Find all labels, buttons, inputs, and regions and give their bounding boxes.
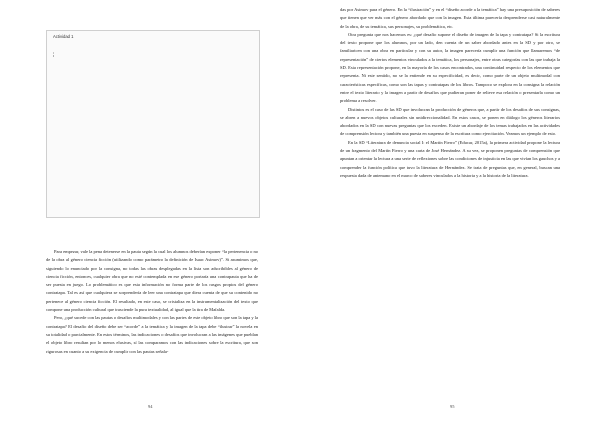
activity-list	[53, 51, 255, 54]
paragraph: Para empezar, vale la pena detenerse en la pauta según la cual los alumnos deberían exponer “la pertenencia o no de la obra al género ciencia ficción (utilizando como parámetro la definición de Isaac Asimov)”. Si asumimos que, siguiendo lo enunciado por la consigna, no todas las obras desplegadas en la lista son adscribibles al género de ciencia ficción, entonces, cualquier obra que no esté contemplada en ese género portaría una contrapauta que ha de ser puesta en juego. Lo problemático es que esta información no forma parte de los rasgos propios del género contratapa. Tal es así que cualquiera se sorprendería de leer una contratapa que diera cuenta de que su contenido no pertenece al género ciencia ficción. El resultado, en este caso, se cristaliza en la instrumentalización del texto que compone una producción cultural que trasciende la pura textualidad, al igual que la tira de Mafalda.	[46, 249, 258, 313]
paragraph-continued: das por Asimov para el género. En la “ilustración” y en el “diseño acorde a la temática” hay una presuposición de saberes que tienen que ver más con el género abordado que con la imagen. Esta última parecería desprenderse casi naturalmente de la obra, de su temática, sus personajes, su problemática, etc.	[340, 7, 560, 29]
paragraph: En la SD “Literatura de denuncia social I: el Martín Fierro” (Educar, 2015a), la primera actividad propone la lectura de un fragmento del Martín Fierro y una carta de José Hernández. A su vez, se proponen preguntas de comprensión que apuntan a orientar la lectura a una serie de reflexiones sobre las condiciones de injusticia en las que vivían los gauchos y a comprender la función política que tuvo la literatura de Hernández. Se trata de preguntas que, en general, buscan una respuesta dada de antemano en el marco de saberes vinculados a la historia y a la historia de la literatura.	[340, 139, 560, 178]
activity-title: Actividad 1	[53, 34, 74, 39]
left-body-text	[46, 248, 258, 356]
page-number: 94	[148, 404, 153, 409]
paragraph: Distintos es el caso de las SD que involucran la producción de géneros que, a partir de los desafíos de sus consignas, se abren a nuevos objetos culturales sin unidireccionalidad. En estos casos, se ponen en diálogo los géneros literarios abordados en la SD con nuevas preguntas que los exceden. Existe un abordaje de los temas trabajados en las actividades de comprensión lectora y también una puesta en suspenso de la escritura como ejercitación. Veamos un ejemplo de esto.	[340, 106, 560, 137]
paragraph: Otra pregunta que nos hacemos es: ¿qué desafío supone el diseño de imagen de la tapa y contratapa? Si la escritura del texto propone que los alumnos, por un lado, den cuenta de un saber abordado antes en la SD y por otro, se familiaricen con una obra en particular y con su autor, la imagen parecería cumplir una función que llamaremos “de representación” de ciertos elementos vinculados a la temática, los personajes, entre otras categorías con las que trabaja la SD. Esta representación propone, en la mayoría de los casos encontrados, una continuidad respecto de los elementos que representa. Ni este sentido, no se la entiende en su especificidad, es decir, como parte de un objeto multimodal con características específicas, como son las tapas y contratapas de los libros. Tampoco se explora en la consigna la relación entre el texto literario y la imagen a partir de desafíos que pudieran poner de relieve esa relación o presentarla como un problema a resolver.	[340, 31, 560, 104]
right-page	[300, 0, 600, 424]
page-number: 95	[450, 404, 455, 409]
activity-screenshot	[46, 30, 260, 218]
right-body-text	[340, 6, 560, 180]
paragraph: Pero, ¿qué sucede con las pautas o desafíos multimodales y con las partes de este objeto libro que son la tapa y la contratapa? El desafío del diseño debe ser “acorde” a la temática y la imagen de la tapa debe “ilustrar” la novela en su totalidad o parcialmente. En estos términos, las indicaciones o desafíos que involucran a las imágenes que pueblan el objeto libro resultan por lo menos elusivas, sí las comparamos con las indicaciones sobre la escritura, que son rigurosas en cuanto a su exigencia de cumplir con las pautas señala-	[46, 315, 258, 354]
